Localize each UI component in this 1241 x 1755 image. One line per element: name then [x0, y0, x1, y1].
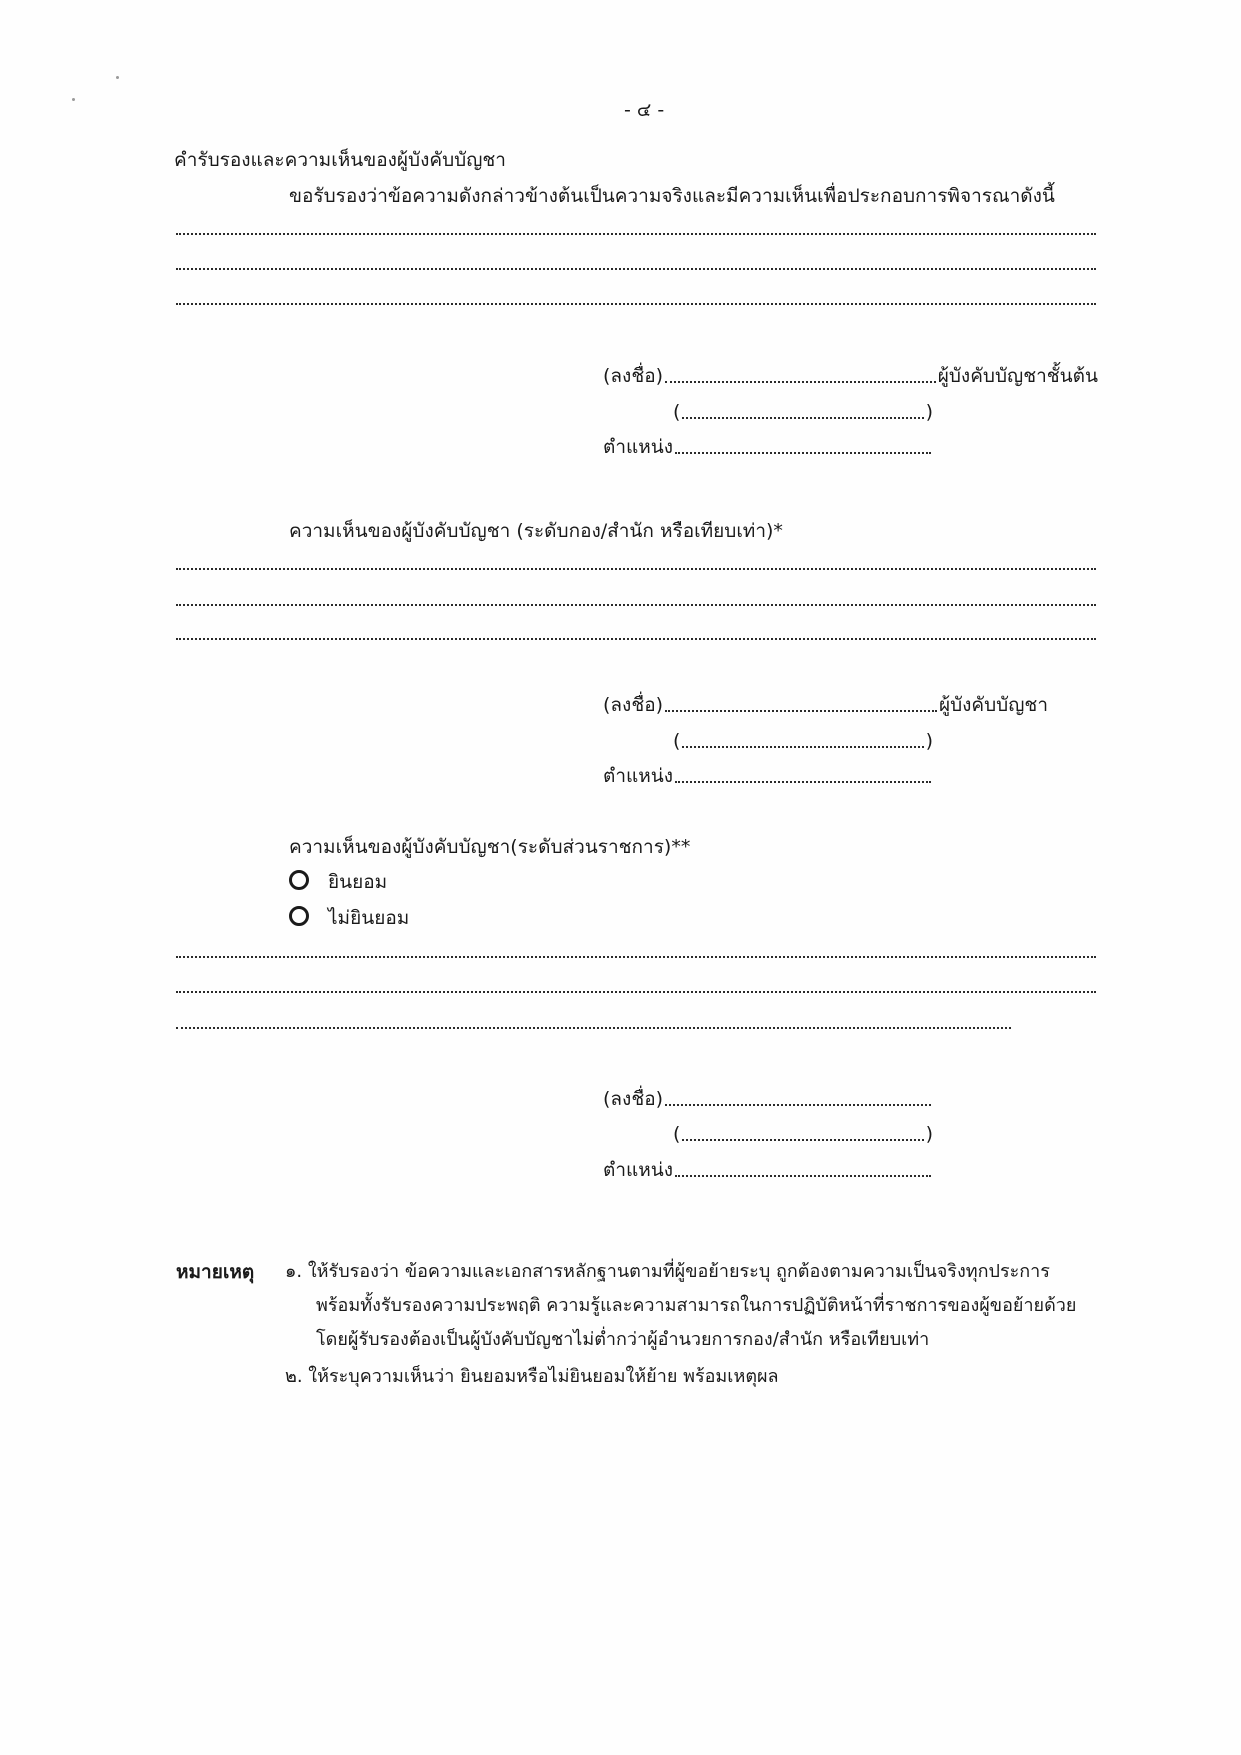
page-number: - ๔ -	[624, 99, 665, 121]
section3-signature-row	[603, 1083, 933, 1109]
section3-heading: ความเห็นของผู้บังคับบัญชา(ระดับส่วนราชการ)**	[289, 836, 691, 858]
position-label: ตำแหน่ง	[603, 1159, 674, 1181]
section1-heading: คำรับรองและความเห็นของผู้บังคับบัญชา	[174, 149, 506, 171]
note-item-1-line-2: พร้อมทั้งรับรองความประพฤติ ความรู้และความสามารถในการปฏิบัติหน้าที่ราชการของผู้ขอย้ายด้วย	[316, 1295, 1077, 1316]
paren-close: )	[925, 1123, 933, 1145]
radio-no-consent[interactable]	[289, 906, 309, 926]
position-label: ตำแหน่ง	[603, 765, 674, 787]
section3-comment-line-3[interactable]	[176, 1027, 1011, 1029]
section2-comment-line-1[interactable]	[176, 568, 1096, 570]
section3-name-row	[673, 1118, 933, 1144]
section2-name-row	[673, 725, 933, 751]
section2-comment-line-2[interactable]	[176, 604, 1096, 606]
paren-open: (	[673, 1123, 681, 1145]
section2-signature-row	[603, 689, 1048, 715]
section1-statement: ขอรับรองว่าข้อความดังกล่าวข้างต้นเป็นความจริงและมีความเห็นเพื่อประกอบการพิจารณาดังนี้	[289, 185, 1055, 207]
consent-label: ยินยอม	[328, 871, 388, 893]
position-field[interactable]	[675, 781, 931, 783]
section3-position-row	[603, 1154, 933, 1180]
scan-speck	[72, 98, 75, 101]
note-item-2: ๒. ให้ระบุความเห็นว่า ยินยอมหรือไม่ยินยอมให้ย้าย พร้อมเหตุผล	[285, 1366, 779, 1387]
signature-field[interactable]	[665, 710, 937, 712]
signature-field[interactable]	[665, 381, 936, 383]
section1-name-row	[673, 396, 933, 422]
signer-role: ผู้บังคับบัญชาชั้นต้น	[937, 365, 1098, 387]
section1-signature-row	[603, 360, 1098, 386]
section2-comment-line-3[interactable]	[176, 638, 1096, 640]
notes-title: หมายเหตุ	[176, 1261, 255, 1283]
section3-comment-line-1[interactable]	[176, 956, 1096, 958]
radio-consent[interactable]	[289, 870, 309, 890]
name-field[interactable]	[682, 417, 923, 419]
section2-position-row	[603, 760, 933, 786]
section1-comment-line-1[interactable]	[176, 233, 1096, 235]
position-field[interactable]	[675, 1175, 931, 1177]
paren-open: (	[673, 401, 681, 423]
name-field[interactable]	[682, 1139, 923, 1141]
signature-field[interactable]	[665, 1104, 931, 1106]
signature-label: (ลงชื่อ)	[603, 1088, 664, 1110]
section3-comment-line-2[interactable]	[176, 991, 1096, 993]
position-field[interactable]	[675, 452, 931, 454]
section1-comment-line-2[interactable]	[176, 268, 1096, 270]
note-item-1-line-1: ๑. ให้รับรองว่า ข้อความและเอกสารหลักฐานตามที่ผู้ขอย้ายระบุ ถูกต้องตามความเป็นจริงทุกประการ	[285, 1261, 1050, 1282]
paren-open: (	[673, 730, 681, 752]
section1-position-row	[603, 431, 933, 457]
scan-speck	[116, 76, 119, 79]
signer-role: ผู้บังคับบัญชา	[938, 694, 1048, 716]
paren-close: )	[925, 401, 933, 423]
paren-close: )	[925, 730, 933, 752]
signature-label: (ลงชื่อ)	[603, 694, 664, 716]
no-consent-label: ไม่ยินยอม	[328, 907, 410, 929]
signature-label: (ลงชื่อ)	[603, 365, 664, 387]
name-field[interactable]	[682, 746, 923, 748]
note-item-1-line-3: โดยผู้รับรองต้องเป็นผู้บังคับบัญชาไม่ต่ำกว่าผู้อำนวยการกอง/สำนัก หรือเทียบเท่า	[316, 1329, 930, 1350]
section2-heading: ความเห็นของผู้บังคับบัญชา (ระดับกอง/สำนัก หรือเทียบเท่า)*	[289, 520, 783, 542]
section1-comment-line-3[interactable]	[176, 303, 1096, 305]
position-label: ตำแหน่ง	[603, 436, 674, 458]
